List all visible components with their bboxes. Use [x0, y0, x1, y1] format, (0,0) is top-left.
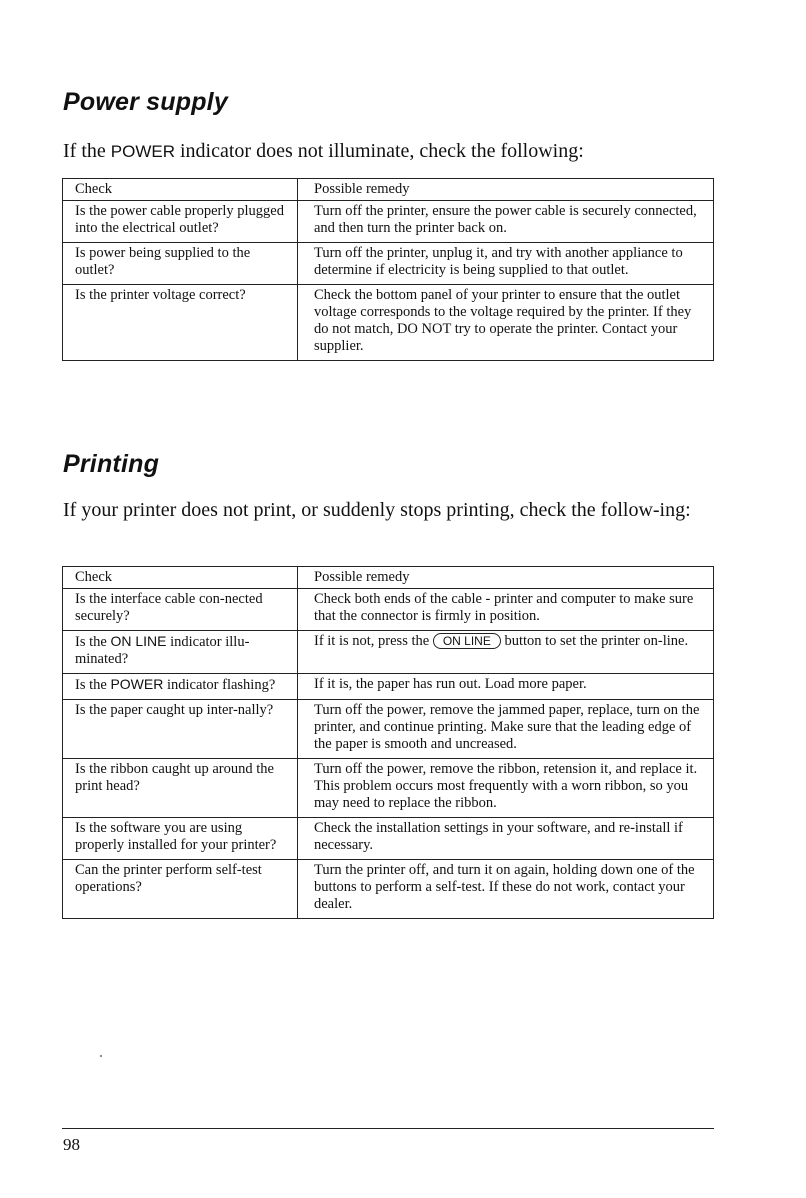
- printing-intro: If your printer does not print, or suddenly stops printing, check the follow-ing:: [63, 499, 691, 521]
- table-row: [63, 631, 714, 674]
- remedy-cell: Turn the printer off, and turn it on again, holding down one of the buttons to perform a self-test. If these do not work, contact your dealer.: [298, 860, 714, 919]
- remedy-cell: Turn off the printer, unplug it, and try with another appliance to determine if electricity is being supplied to that outlet.: [298, 243, 714, 285]
- check-text-pre: Is the: [75, 677, 111, 693]
- online-button-keycap: ON LINE: [433, 633, 501, 649]
- remedy-cell: Turn off the power, remove the ribbon, retension it, and replace it. This problem occurs most frequently with a worn ribbon, so you may need to replace the ribbon.: [298, 759, 714, 818]
- check-cell: Is the ribbon caught up around the print head?: [63, 759, 298, 818]
- printing-heading: Printing: [63, 450, 160, 478]
- table-row: [63, 674, 714, 700]
- column-header-remedy: Possible remedy: [298, 567, 714, 589]
- remedy-cell: Turn off the printer, ensure the power cable is securely connected, and then turn the printer back on.: [298, 201, 714, 243]
- power-indicator-label: POWER: [110, 676, 164, 692]
- power-supply-intro: [63, 138, 723, 165]
- table-row: [63, 243, 714, 285]
- online-indicator-label: ON LINE: [110, 633, 167, 649]
- table-row: [63, 860, 714, 919]
- remedy-cell: Turn off the power, remove the jammed paper, replace, turn on the printer, and continue printing. Make sure that the leading edge of the paper is smooth and uncreased.: [298, 700, 714, 759]
- power-intro-pre: If the: [63, 140, 111, 162]
- page-number: 98: [63, 1135, 80, 1154]
- remedy-text-pre: If it is not, press the: [314, 633, 433, 649]
- power-supply-heading: Power supply: [63, 88, 228, 116]
- table-row: [63, 700, 714, 759]
- check-cell: [63, 674, 298, 700]
- check-cell: [63, 631, 298, 674]
- check-cell: Is the interface cable con-nected securely?: [63, 589, 298, 631]
- remedy-cell: Check both ends of the cable - printer and computer to make sure that the connector is firmly in position.: [298, 589, 714, 631]
- check-text-post: indicator illu-minated?: [75, 634, 250, 667]
- table-row: [63, 285, 714, 361]
- power-intro-post: indicator does not illuminate, check the following:: [175, 140, 584, 162]
- table-row: [63, 759, 714, 818]
- table-row: [63, 589, 714, 631]
- remedy-cell: Check the bottom panel of your printer to ensure that the outlet voltage corresponds to the voltage required by the printer. If they do not match, DO NOT try to operate the printer. Contact your supplier.: [298, 285, 714, 361]
- printing-table: [62, 566, 714, 919]
- table-header-row: [63, 179, 714, 201]
- power-supply-table: [62, 178, 714, 361]
- check-cell: Is the paper caught up inter-nally?: [63, 700, 298, 759]
- remedy-cell: Check the installation settings in your software, and re-install if necessary.: [298, 818, 714, 860]
- remedy-text-post: button to set the printer on-line.: [500, 633, 689, 649]
- table-header-row: [63, 567, 714, 589]
- column-header-remedy: Possible remedy: [298, 179, 714, 201]
- table-row: [63, 201, 714, 243]
- check-cell: Is the power cable properly plugged into the electrical outlet?: [63, 201, 298, 243]
- check-cell: Can the printer perform self-test operations?: [63, 860, 298, 919]
- check-text-pre: Is the: [75, 634, 111, 650]
- check-cell: Is power being supplied to the outlet?: [63, 243, 298, 285]
- check-text-post: indicator flashing?: [163, 677, 276, 693]
- remedy-cell: If it is, the paper has run out. Load more paper.: [298, 674, 714, 700]
- footer-rule: [62, 1128, 714, 1129]
- check-cell: Is the printer voltage correct?: [63, 285, 298, 361]
- table-row: [63, 818, 714, 860]
- power-indicator-label: POWER: [110, 142, 175, 161]
- check-cell: Is the software you are using properly installed for your printer?: [63, 818, 298, 860]
- scan-speck: [100, 1055, 102, 1057]
- column-header-check: Check: [63, 179, 298, 201]
- remedy-cell: [298, 631, 714, 674]
- column-header-check: Check: [63, 567, 298, 589]
